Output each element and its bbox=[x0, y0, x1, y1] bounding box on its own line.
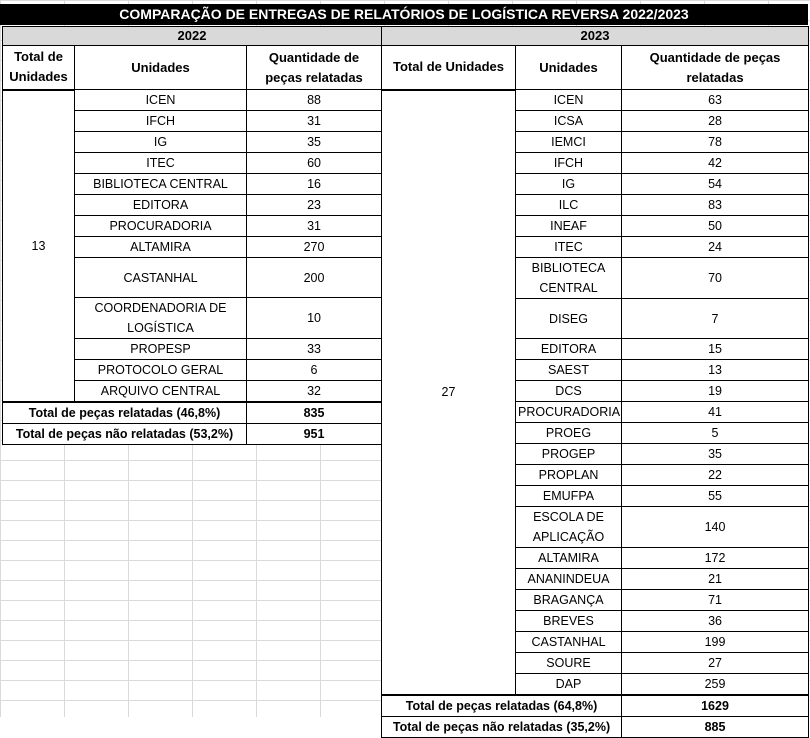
total-reported-row bbox=[3, 402, 382, 424]
unit-qty: 5 bbox=[622, 423, 809, 444]
header-units-2022: Unidades bbox=[75, 46, 247, 90]
unit-name: PROTOCOLO GERAL bbox=[75, 360, 247, 381]
unit-name: DCS bbox=[516, 381, 622, 402]
unit-qty: 23 bbox=[247, 195, 382, 216]
unit-name: ICEN bbox=[75, 90, 247, 111]
unit-qty: 22 bbox=[622, 465, 809, 486]
unit-name: BIBLIOTECA CENTRAL bbox=[75, 174, 247, 195]
total-reported-label: Total de peças relatadas (46,8%) bbox=[3, 402, 247, 424]
total-not-reported-label: Total de peças não relatadas (53,2%) bbox=[3, 424, 247, 445]
unit-name: SOURE bbox=[516, 653, 622, 674]
unit-name: BREVES bbox=[516, 611, 622, 632]
unit-name: COORDENADORIA DE LOGÍSTICA bbox=[75, 298, 247, 339]
total-reported-row bbox=[382, 695, 809, 717]
unit-name: IFCH bbox=[75, 111, 247, 132]
unit-qty: 13 bbox=[622, 360, 809, 381]
unit-name: ALTAMIRA bbox=[516, 548, 622, 569]
total-reported-label: Total de peças relatadas (64,8%) bbox=[382, 695, 622, 717]
unit-name: SAEST bbox=[516, 360, 622, 381]
year-header-2022: 2022 bbox=[3, 27, 382, 46]
unit-name: ITEC bbox=[75, 153, 247, 174]
total-reported-value: 1629 bbox=[622, 695, 809, 717]
unit-qty: 259 bbox=[622, 674, 809, 696]
unit-name: DISEG bbox=[516, 299, 622, 339]
unit-name: BRAGANÇA bbox=[516, 590, 622, 611]
unit-qty: 172 bbox=[622, 548, 809, 569]
unit-qty: 24 bbox=[622, 237, 809, 258]
unit-qty: 16 bbox=[247, 174, 382, 195]
unit-qty: 21 bbox=[622, 569, 809, 590]
unit-name: CASTANHAL bbox=[75, 258, 247, 298]
report-title: COMPARAÇÃO DE ENTREGAS DE RELATÓRIOS DE LOGÍSTICA REVERSA 2022/2023 bbox=[0, 4, 808, 25]
total-not-reported-row bbox=[382, 717, 809, 738]
unit-name: BIBLIOTECA CENTRAL bbox=[516, 258, 622, 299]
unit-qty: 63 bbox=[622, 90, 809, 111]
unit-name: PROPESP bbox=[75, 339, 247, 360]
unit-name: PROPLAN bbox=[516, 465, 622, 486]
unit-qty: 70 bbox=[622, 258, 809, 299]
unit-qty: 35 bbox=[622, 444, 809, 465]
unit-name: IG bbox=[75, 132, 247, 153]
unit-qty: 60 bbox=[247, 153, 382, 174]
total-units-value: 13 bbox=[3, 90, 75, 403]
table-2023 bbox=[381, 26, 809, 738]
unit-qty: 55 bbox=[622, 486, 809, 507]
unit-name: IG bbox=[516, 174, 622, 195]
unit-qty: 78 bbox=[622, 132, 809, 153]
unit-qty: 19 bbox=[622, 381, 809, 402]
unit-name: DAP bbox=[516, 674, 622, 696]
total-not-reported-row bbox=[3, 424, 382, 445]
unit-name: PROCURADORIA bbox=[516, 402, 622, 423]
unit-name: ESCOLA DE APLICAÇÃO bbox=[516, 507, 622, 548]
unit-name: ILC bbox=[516, 195, 622, 216]
unit-qty: 32 bbox=[247, 381, 382, 403]
header-total-units-2022: Total de Unidades bbox=[3, 46, 75, 90]
unit-qty: 71 bbox=[622, 590, 809, 611]
unit-name: PROGEP bbox=[516, 444, 622, 465]
unit-name: ICEN bbox=[516, 90, 622, 111]
unit-name: ICSA bbox=[516, 111, 622, 132]
unit-qty: 28 bbox=[622, 111, 809, 132]
unit-name: INEAF bbox=[516, 216, 622, 237]
unit-qty: 6 bbox=[247, 360, 382, 381]
unit-qty: 35 bbox=[247, 132, 382, 153]
unit-name: PROCURADORIA bbox=[75, 216, 247, 237]
unit-name: EDITORA bbox=[75, 195, 247, 216]
unit-qty: 33 bbox=[247, 339, 382, 360]
header-qty-2023: Quantidade de peças relatadas bbox=[622, 46, 809, 90]
table-row bbox=[382, 90, 809, 111]
header-units-2023: Unidades bbox=[516, 46, 622, 90]
total-not-reported-value: 951 bbox=[247, 424, 382, 445]
unit-qty: 83 bbox=[622, 195, 809, 216]
unit-qty: 50 bbox=[622, 216, 809, 237]
unit-name: EDITORA bbox=[516, 339, 622, 360]
unit-qty: 10 bbox=[247, 298, 382, 339]
unit-qty: 140 bbox=[622, 507, 809, 548]
unit-name: ANANINDEUA bbox=[516, 569, 622, 590]
unit-qty: 15 bbox=[622, 339, 809, 360]
unit-name: IEMCI bbox=[516, 132, 622, 153]
unit-name: PROEG bbox=[516, 423, 622, 444]
total-reported-value: 835 bbox=[247, 402, 382, 424]
unit-qty: 36 bbox=[622, 611, 809, 632]
table-row bbox=[3, 90, 382, 111]
total-not-reported-label: Total de peças não relatadas (35,2%) bbox=[382, 717, 622, 738]
unit-name: CASTANHAL bbox=[516, 632, 622, 653]
unit-qty: 42 bbox=[622, 153, 809, 174]
unit-name: ITEC bbox=[516, 237, 622, 258]
unit-qty: 270 bbox=[247, 237, 382, 258]
unit-qty: 199 bbox=[622, 632, 809, 653]
total-units-value: 27 bbox=[382, 90, 516, 696]
header-total-units-2023: Total de Unidades bbox=[382, 46, 516, 90]
unit-name: ALTAMIRA bbox=[75, 237, 247, 258]
unit-qty: 88 bbox=[247, 90, 382, 111]
unit-qty: 31 bbox=[247, 111, 382, 132]
unit-qty: 200 bbox=[247, 258, 382, 298]
unit-name: ARQUIVO CENTRAL bbox=[75, 381, 247, 403]
table-2022 bbox=[2, 26, 382, 445]
header-qty-2022: Quantidade de peças relatadas bbox=[247, 46, 382, 90]
unit-name: IFCH bbox=[516, 153, 622, 174]
year-header-2023: 2023 bbox=[382, 27, 809, 46]
unit-qty: 7 bbox=[622, 299, 809, 339]
total-not-reported-value: 885 bbox=[622, 717, 809, 738]
unit-qty: 27 bbox=[622, 653, 809, 674]
unit-name: EMUFPA bbox=[516, 486, 622, 507]
unit-qty: 41 bbox=[622, 402, 809, 423]
unit-qty: 31 bbox=[247, 216, 382, 237]
unit-qty: 54 bbox=[622, 174, 809, 195]
